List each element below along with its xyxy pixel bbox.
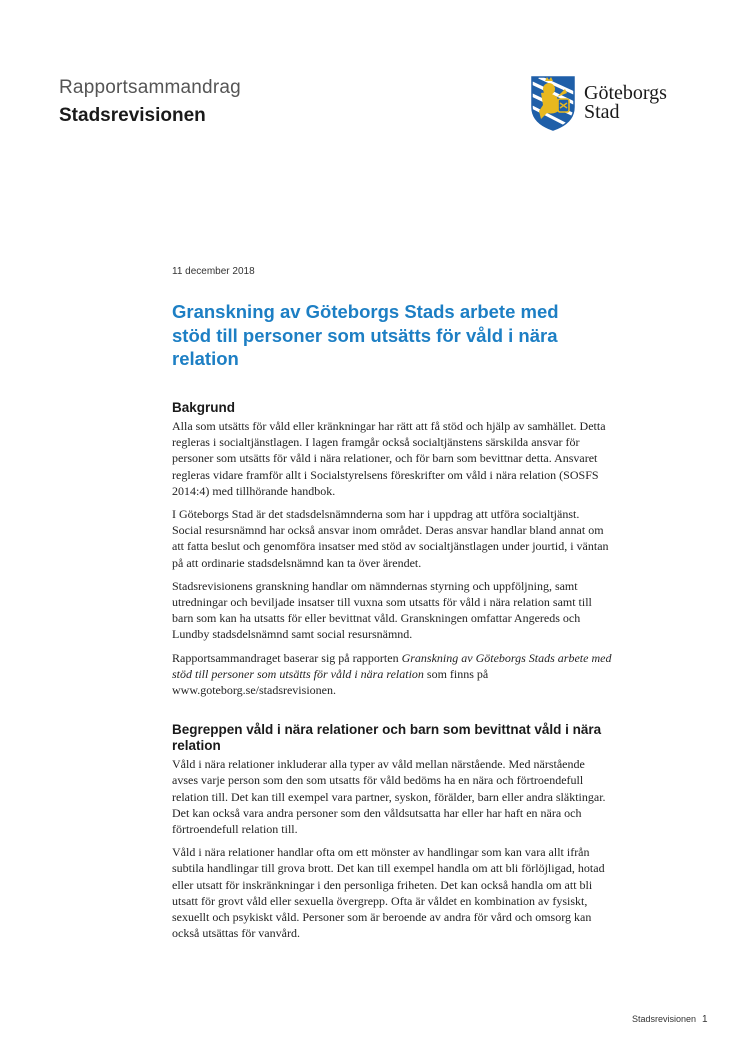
paragraph: Alla som utsätts för våld eller kränkningar har rätt att få stöd och hjälp av samhället. Detta regleras i socialtjänstlagen. I lagen framgår också socialtjänstens särskilda ansvar för personer som utsätts för våld i nära relationer, och för barn som bevittnar detta. Ansvaret regleras vidare framför allt i Socialstyrelsens föreskrifter om våld i nära relation (SOSFS 2014:4) med tillhörande handbok. bbox=[172, 419, 606, 498]
paragraph: Våld i nära relationer handlar ofta om ett mönster av handlingar som kan vara allt ifrån subtila handlingar till grova brott. Det kan till exempel handla om att bli förlöjligad, hotad eller utsatt för inskränkningar i den personliga friheten. Det kan också handla om att bli utsatt för grovt våld eller sexuella övergrepp. Ofta är våldet en kombination av fysiskt, sexuellt och psykiskt våld. Personer som är beroende av andra för vård och omsorg kan också utsättas för vanvård. bbox=[172, 845, 605, 941]
page-footer bbox=[632, 1014, 708, 1025]
section-begreppen bbox=[172, 722, 612, 941]
goteborg-coat-of-arms-icon bbox=[527, 75, 579, 131]
reference-text-after: som finns på www.goteborg.se/stadsrevisionen. bbox=[172, 666, 489, 698]
reference-text-before: Rapportsammandraget baserar sig på rapporten bbox=[172, 650, 402, 665]
report-type-label: Rapportsammandrag bbox=[59, 77, 241, 98]
section-heading: Begreppen våld i nära relationer och barn som bevittnat våld i nära relation bbox=[172, 722, 602, 754]
logo-line-2: Stad bbox=[584, 101, 620, 123]
section-bakgrund bbox=[172, 400, 612, 698]
page-number: 1 bbox=[702, 1014, 708, 1025]
paragraph: Våld i nära relationer inkluderar alla typer av våld mellan närstående. Med närstående avses varje person som den som utsatts för våld bedöms ha en nära och förtroendefull relation till. Det kan till exempel vara partner, syskon, förälder, barn eller andra släktingar. Det kan också vara andra personer som den våldsutsatta har eller har haft en nära och förtroendefull relation till. bbox=[172, 757, 606, 837]
report-date: 11 december 2018 bbox=[172, 266, 255, 277]
footer-label: Stadsrevisionen bbox=[632, 1014, 697, 1024]
referenced-report-title: Granskning av Göteborgs Stads arbete med stöd till personer som utsätts för våld i nära relation bbox=[172, 650, 612, 681]
section-heading: Bakgrund bbox=[172, 400, 236, 415]
paragraph: Stadsrevisionens granskning handlar om nämndernas styrning och uppföljning, samt utredningar och beviljade insatser till vuxna som utsatts för våld i nära relation samt till barn som kan ha utsatts för eller bevittnat våld. Granskningen omfattar Angereds och Lundby stadsdelsnämnd samt social resursnämnd. bbox=[172, 578, 592, 642]
goteborgs-stad-logo bbox=[527, 75, 687, 131]
logo-line-1: Göteborgs bbox=[584, 82, 667, 104]
logo-wordmark bbox=[584, 84, 667, 122]
report-body bbox=[172, 400, 612, 948]
report-title: Granskning av Göteborgs Stads arbete med stöd till personer som utsätts för våld i nära relation bbox=[172, 301, 559, 369]
paragraph: I Göteborgs Stad är det stadsdelsnämnderna som har i uppdrag att utföra socialtjänst. Social resursnämnd har också ansvar inom området. Deras ansvar handlar bland annat om att fatta beslut och genomföra insatser med stöd av socialtjänstlagen under jourtid, i väntan på att ordinarie stadsdelsnämnd kan ta över ärendet. bbox=[172, 507, 609, 570]
department-title: Stadsrevisionen bbox=[59, 105, 206, 126]
report-reference-paragraph bbox=[172, 650, 612, 699]
